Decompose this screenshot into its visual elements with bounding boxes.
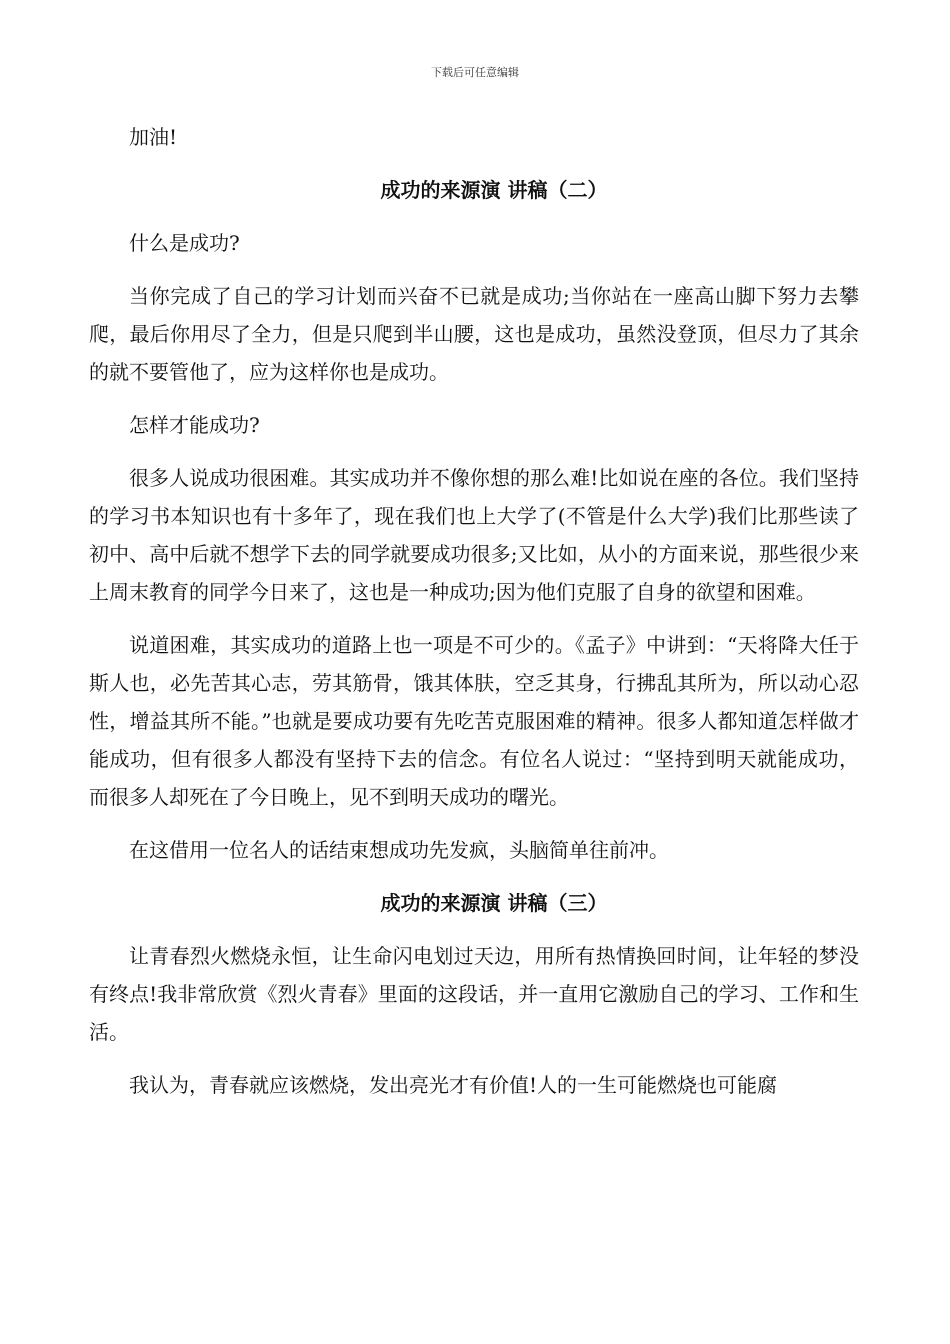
- paragraph-closing-quote: 在这借用一位名人的话结束想成功先发疯，头脑简单往前冲。: [129, 838, 669, 862]
- paragraph-not-difficult: 很多人说成功很困难。其实成功并不像你想的那么难!比如说在座的各位。我们坚持的学习书本知识也有十多年了，现在我们也上大学了(不管是什么大学)我们比那些读了初中、高中后就不想学下去的同学就要成功很多;又比如，从小的方面来说，那些很少来上周末教育的同学今日来了，这也是一种成功;因为他们克服了自身的欲望和困难。: [89, 466, 859, 604]
- document-body: [89, 118, 859, 1119]
- paragraph-success-definition: 当你完成了自己的学习计划而兴奋不已就是成功;当你站在一座高山脚下努力去攀爬，最后你用尽了全力，但是只爬到半山腰，这也是成功，虽然没登顶，但尽力了其余的就不要管他了，应为这样你也是成功。: [89, 284, 859, 384]
- paragraph-difficulty: 说道困难，其实成功的道路上也一项是不可少的。《孟子》中讲到：“天将降大任于斯人也，必先苦其心志，劳其筋骨，饿其体肤，空乏其身，行拂乱其所为，所以动心忍性，增益其所不能。”也就是要成功要有先吃苦克服困难的精神。很多人都知道怎样做才能成功，但有很多人都没有坚持下去的信念。有位名人说过：“坚持到明天就能成功，而很多人却死在了今日晚上，见不到明天成功的曙光。: [89, 633, 859, 809]
- paragraph-cheer: 加油!: [129, 125, 178, 149]
- paragraph-youth-fire: 让青春烈火燃烧永恒，让生命闪电划过天边，用所有热情换回时间，让年轻的梦没有终点!我非常欣赏《烈火青春》里面的这段话，并一直用它激励自己的学习、工作和生活。: [89, 944, 859, 1044]
- paragraph-how-to-succeed: 怎样才能成功?: [129, 413, 260, 437]
- section-heading-two: 成功的来源演 讲稿（二）: [380, 178, 608, 202]
- header-note: 下载后可任意编辑: [431, 66, 519, 79]
- section-heading-three: 成功的来源演 讲稿（三）: [380, 891, 608, 915]
- paragraph-what-is-success: 什么是成功?: [129, 231, 240, 255]
- paragraph-youth-burn: 我认为，青春就应该燃烧，发出亮光才有价值!人的一生可能燃烧也可能腐: [129, 1073, 778, 1097]
